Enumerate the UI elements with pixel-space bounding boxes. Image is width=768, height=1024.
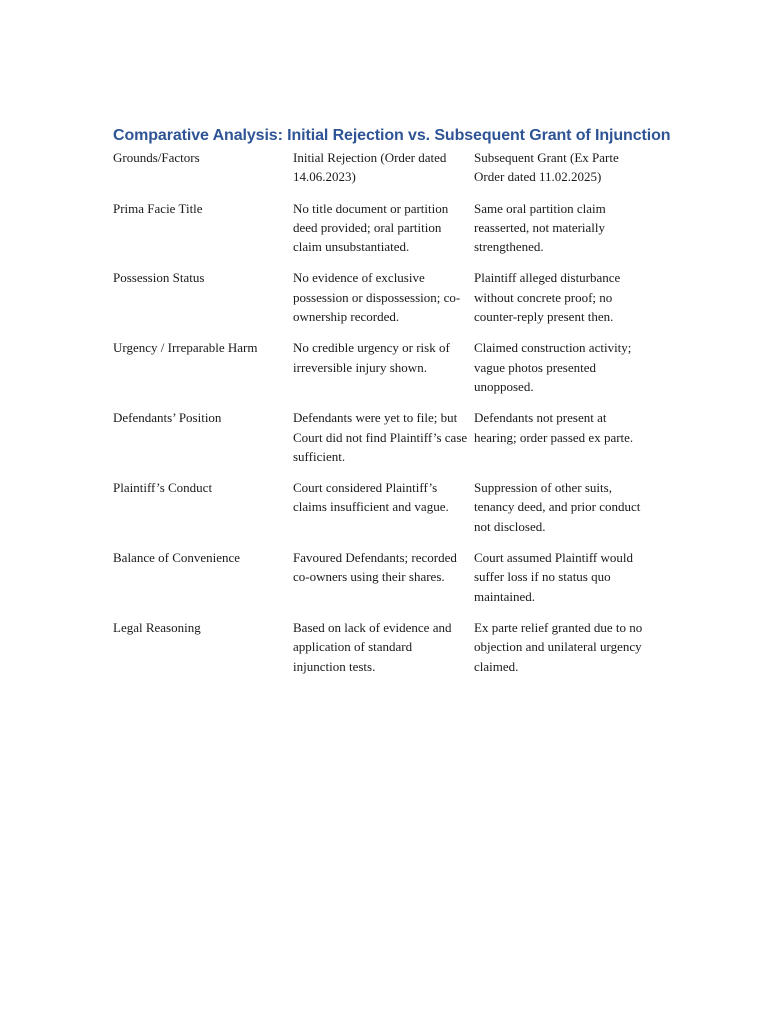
- header-cell-subsequent-grant: Subsequent Grant (Ex Parte Order dated 11.02.2025): [474, 150, 619, 185]
- row-initial-cell: No credible urgency or risk of irreversible injury shown.: [293, 340, 450, 375]
- row-factor-cell: Prima Facie Title: [113, 200, 203, 216]
- header-cell-grounds: Grounds/Factors: [113, 150, 200, 165]
- table-row: [113, 478, 653, 548]
- row-subsequent-cell: Ex parte relief granted due to no objection and unilateral urgency claimed.: [474, 619, 643, 674]
- document-title: Comparative Analysis: Initial Rejection vs. Subsequent Grant of Injunction: [113, 127, 671, 144]
- table-row: [113, 268, 653, 338]
- row-factor-cell: Defendants’ Position: [113, 410, 222, 426]
- row-factor-cell: Plaintiff’s Conduct: [113, 480, 213, 496]
- row-initial-cell: Favoured Defendants; recorded co-owners using their shares.: [293, 550, 457, 585]
- table-row: [113, 199, 653, 269]
- row-subsequent-cell: Suppression of other suits, tenancy deed, and prior conduct not disclosed.: [474, 480, 641, 534]
- row-subsequent-cell: Plaintiff alleged disturbance without concrete proof; no counter-reply present then.: [474, 270, 621, 325]
- row-subsequent-cell: Claimed construction activity; vague photos presented unopposed.: [474, 340, 632, 394]
- table-row: [113, 618, 653, 688]
- table-row: [113, 408, 653, 478]
- header-cell-initial-rejection: Initial Rejection (Order dated 14.06.2023): [293, 150, 447, 185]
- row-initial-cell: No title document or partition deed provided; oral partition claim unsubstantiated.: [293, 200, 449, 255]
- row-subsequent-cell: Same oral partition claim reasserted, not materially strengthened.: [474, 200, 606, 255]
- row-factor-cell: Legal Reasoning: [113, 619, 201, 635]
- table-row: [113, 548, 653, 618]
- table-row: [113, 338, 653, 408]
- row-subsequent-cell: Court assumed Plaintiff would suffer loss if no status quo maintained.: [474, 550, 634, 604]
- comparison-table: [113, 148, 653, 688]
- row-factor-cell: Possession Status: [113, 270, 205, 286]
- row-initial-cell: Court considered Plaintiff’s claims insufficient and vague.: [293, 480, 449, 515]
- row-initial-cell: No evidence of exclusive possession or dispossession; co-ownership recorded.: [293, 270, 461, 325]
- row-initial-cell: Defendants were yet to file; but Court did not find Plaintiff’s case sufficient.: [293, 410, 468, 464]
- table-header-row: [113, 148, 653, 199]
- row-factor-cell: Balance of Convenience: [113, 550, 241, 566]
- row-factor-cell: Urgency / Irreparable Harm: [113, 340, 258, 356]
- row-initial-cell: Based on lack of evidence and application of standard injunction tests.: [293, 619, 452, 674]
- row-subsequent-cell: Defendants not present at hearing; order passed ex parte.: [474, 410, 634, 445]
